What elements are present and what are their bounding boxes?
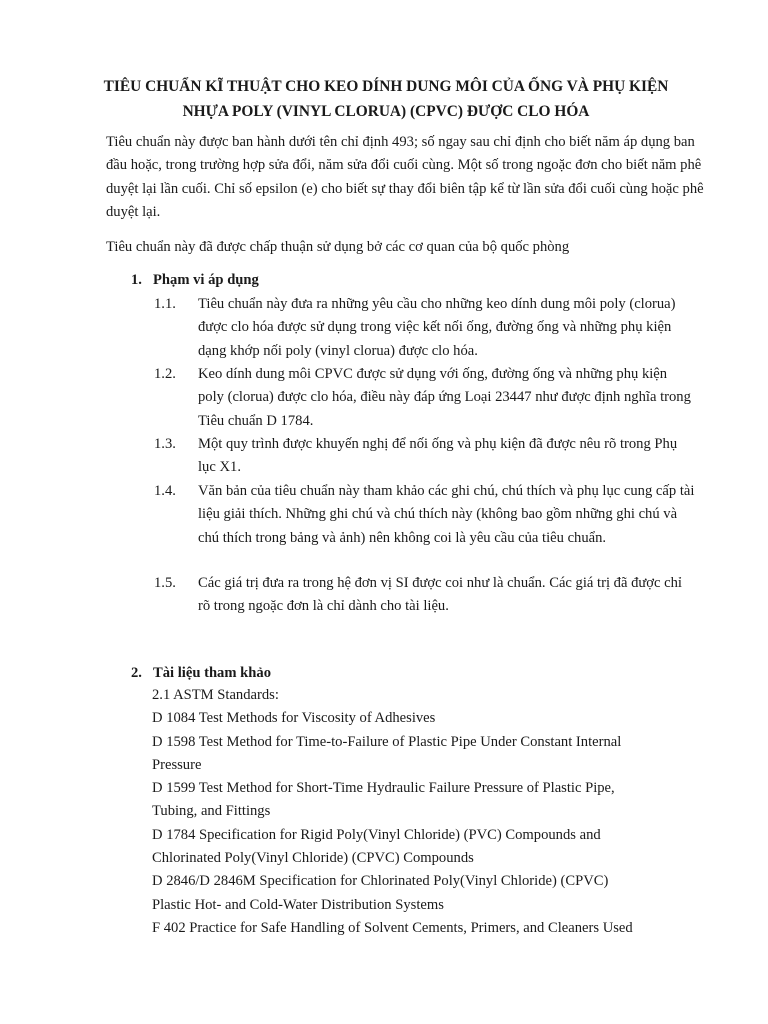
scope-item-text: Văn bản của tiêu chuẩn này tham khảo các ghi chú, chú thích và phụ lục cung cấp tài liệu giải thích. Những ghi chú và chú thích này (không bao gồm những ghi chú và chú thích trong bảng và ảnh) nên không coi là yêu cầu của tiêu chuẩn. <box>198 483 695 546</box>
scope-item-text: Các giá trị đưa ra trong hệ đơn vị SI được coi như là chuẩn. Các giá trị đã được chỉ rõ trong ngoặc đơn là chỉ dành cho tài liệu. <box>198 575 682 615</box>
reference-line: D 1598 Test Method for Time-to-Failure of Plastic Pipe Under Constant Internal <box>152 733 622 750</box>
scope-item-number: 1.4. <box>154 483 176 499</box>
reference-line: D 2846/D 2846M Specification for Chlorinated Poly(Vinyl Chloride) (CPVC) <box>152 873 609 890</box>
scope-item-number: 1.2. <box>154 366 176 382</box>
intro-paragraph: Tiêu chuẩn này được ban hành dưới tên chỉ định 493; số ngay sau chỉ định cho biết năm áp dụng ban đầu hoặc, trong trường hợp sửa đổi, năm sửa đổi cuối cùng. Một số trong ngoặc đơn cho biết năm phê duyệt lại lần cuối. Chỉ số epsilon (e) cho biết sự thay đổi biên tập kể từ lần sửa đổi cuối cùng hoặc phê duyệt lại. <box>106 134 704 221</box>
reference-line: D 1599 Test Method for Short-Time Hydraulic Failure Pressure of Plastic Pipe, <box>152 780 615 797</box>
scope-item-text: Keo dính dung môi CPVC được sử dụng với ống, đường ống và những phụ kiện poly (clorua) được clo hóa, điều này đáp ứng Loại 23447 như được định nghĩa trong Tiêu chuẩn D 1784. <box>198 366 691 429</box>
scope-item-number: 1.1. <box>154 296 176 312</box>
section-title: Tài liệu tham khảo <box>153 665 271 681</box>
scope-item-text: Tiêu chuẩn này đưa ra những yêu cầu cho những keo dính dung môi poly (clorua) được clo hóa được sử dụng trong việc kết nối ống, đường ống và những phụ kiện dạng khớp nối poly (vinyl clorua) được clo hóa. <box>198 296 676 359</box>
reference-line: 2.1 ASTM Standards: <box>152 687 279 703</box>
reference-line: Pressure <box>152 756 202 773</box>
references-list <box>152 684 712 940</box>
approval-paragraph: Tiêu chuẩn này đã được chấp thuận sử dụng bở các cơ quan của bộ quốc phòng <box>106 239 570 255</box>
reference-line: D 1784 Specification for Rigid Poly(Vinyl Chloride) (PVC) Compounds and <box>152 826 601 843</box>
section-title: Phạm vi áp dụng <box>153 272 259 288</box>
scope-item-number: 1.5. <box>154 575 176 591</box>
section-number: 1. <box>131 272 142 288</box>
scope-item-number: 1.3. <box>154 436 176 452</box>
document-title: TIÊU CHUẨN KĨ THUẬT CHO KEO DÍNH DUNG MÔI CỦA ỐNG VÀ PHỤ KIỆN NHỰA POLY (VINYL CLORUA) (CPVC) ĐƯỢC CLO HÓA <box>103 78 669 120</box>
scope-item-text: Một quy trình được khuyến nghị để nối ống và phụ kiện đã được nêu rõ trong Phụ lục X1. <box>198 436 678 476</box>
reference-line: F 402 Practice for Safe Handling of Solvent Cements, Primers, and Cleaners Used <box>152 919 633 936</box>
reference-line: Plastic Hot- and Cold-Water Distribution Systems <box>152 896 444 913</box>
reference-line: D 1084 Test Methods for Viscosity of Adhesives <box>152 710 436 727</box>
reference-line: Chlorinated Poly(Vinyl Chloride) (CPVC) Compounds <box>152 850 474 867</box>
section-number: 2. <box>131 665 142 681</box>
reference-line: Tubing, and Fittings <box>152 803 271 820</box>
